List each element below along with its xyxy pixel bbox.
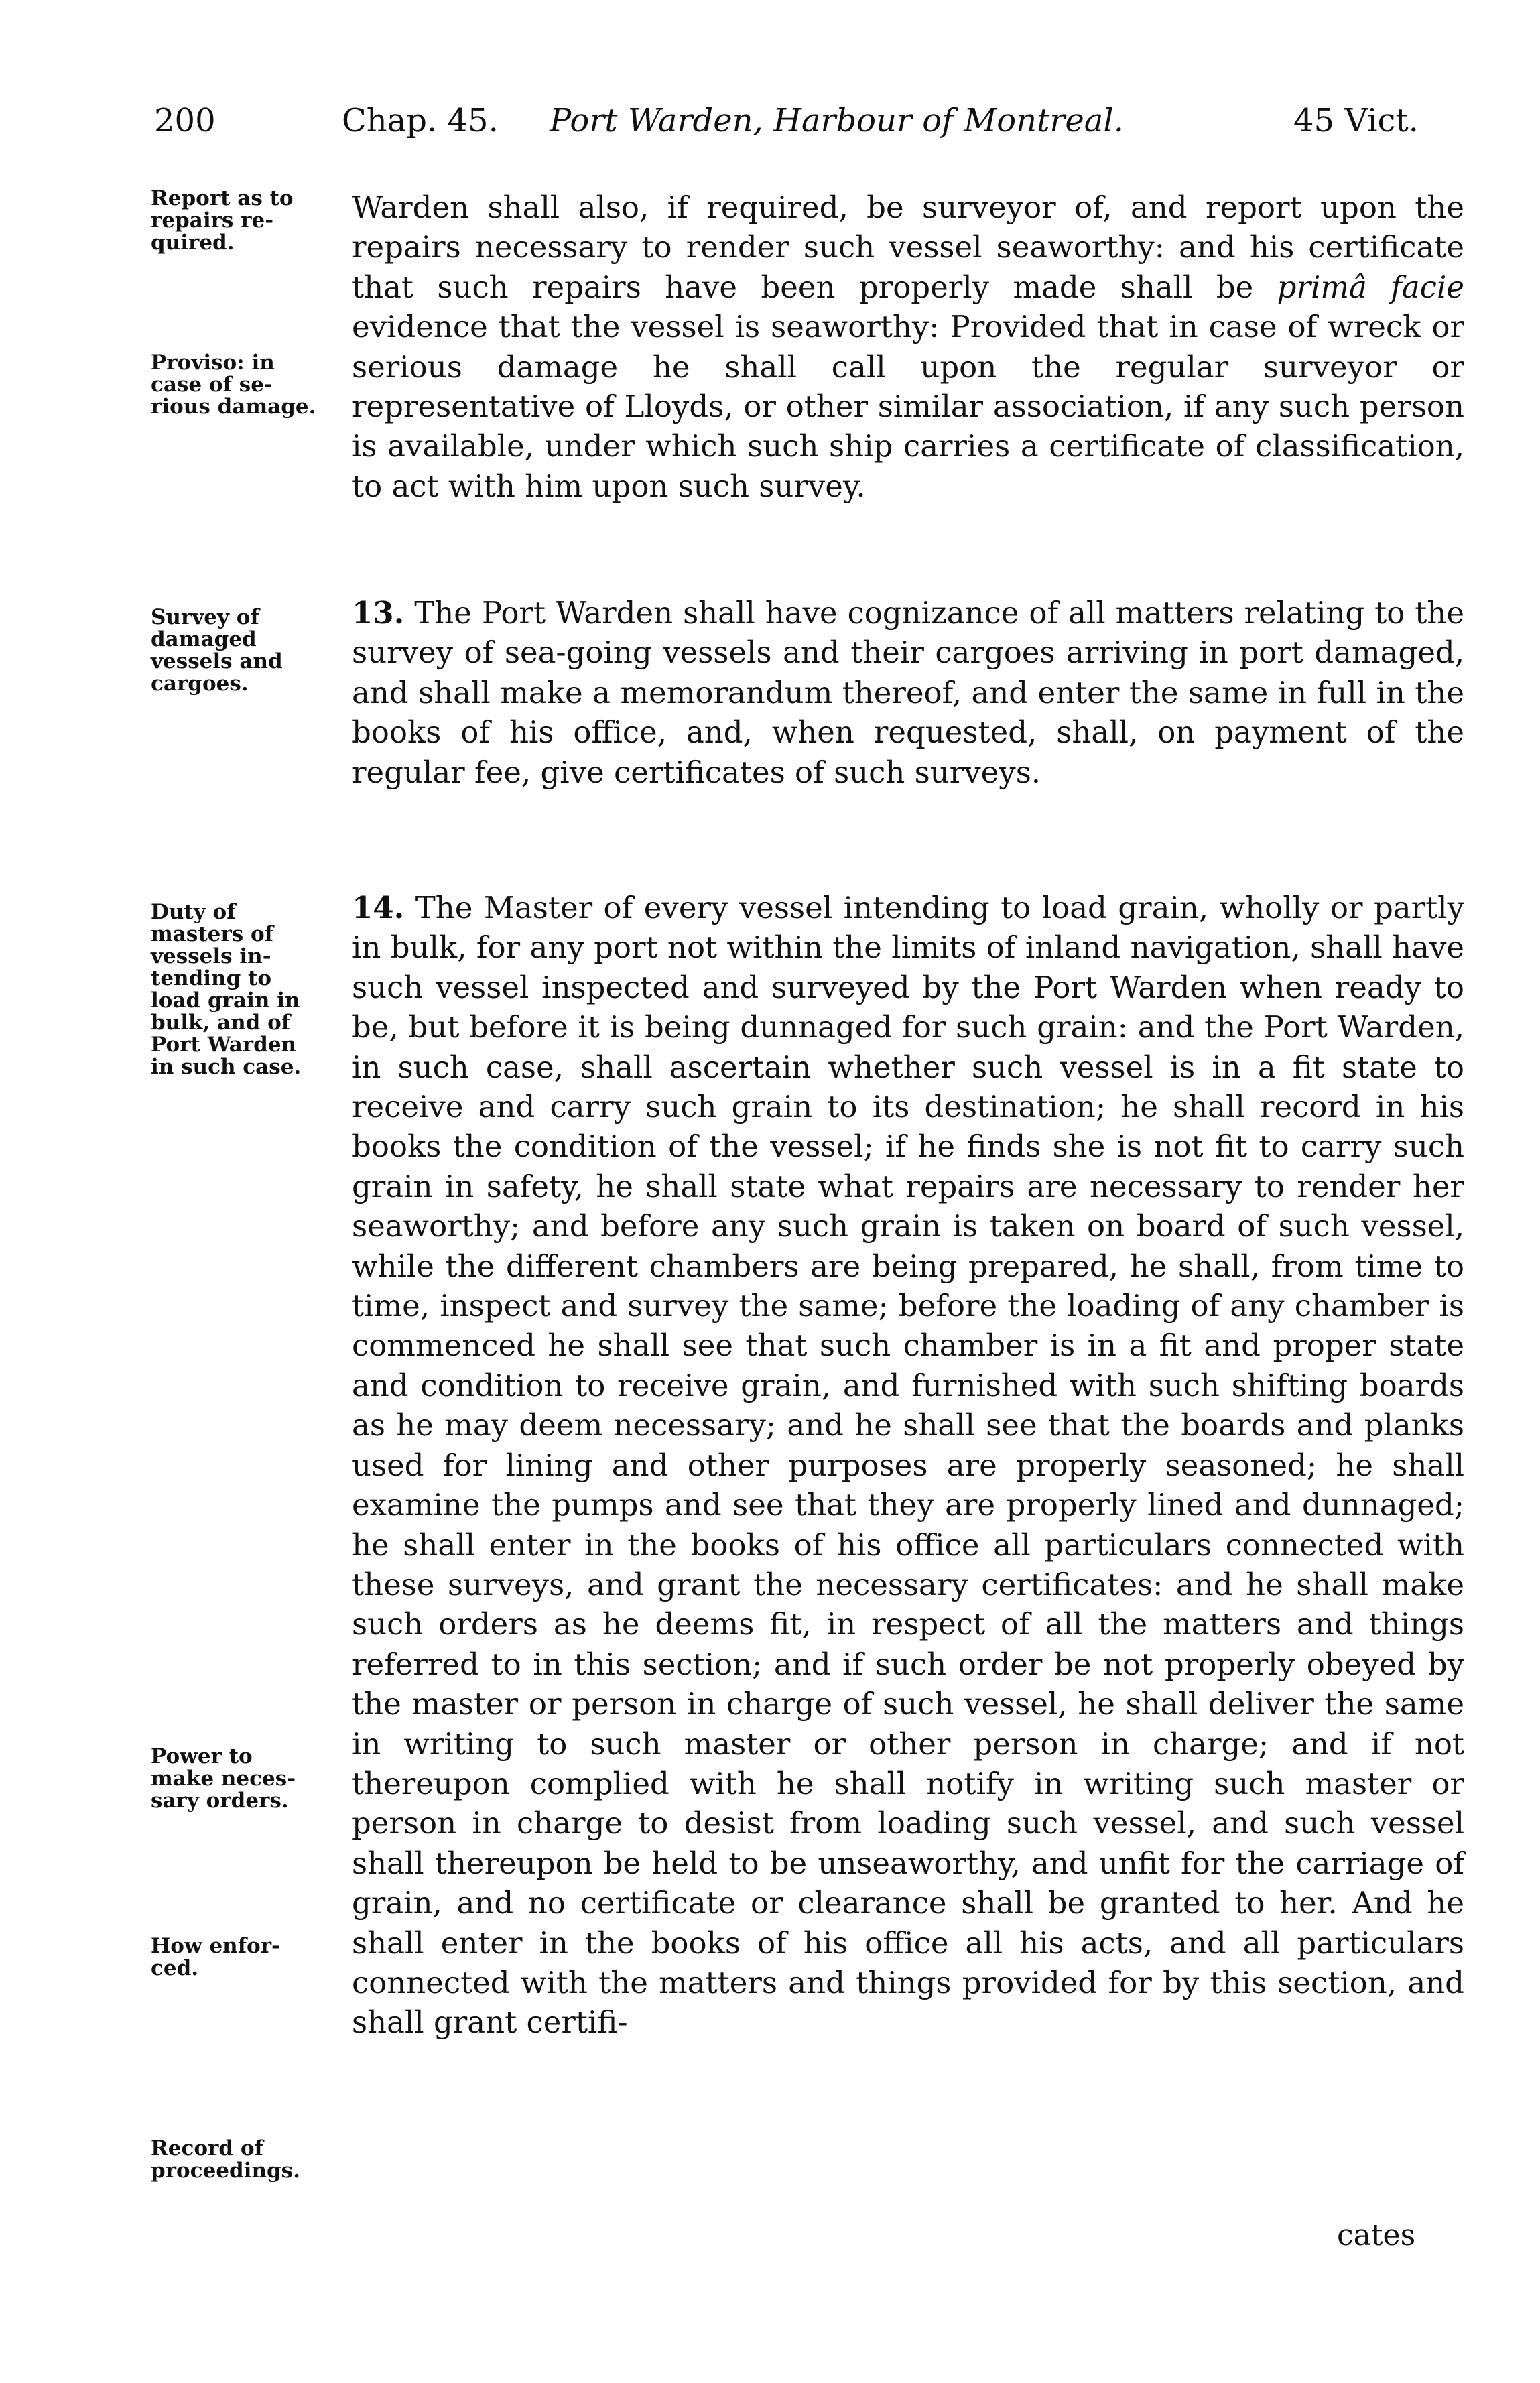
margin-note-power-orders bbox=[151, 1746, 332, 1812]
page-number: 200 bbox=[154, 102, 216, 139]
margin-line: load grain in bbox=[151, 988, 300, 1013]
body-text: Warden shall also, if required, be surveyor of, and report upon the repairs necessary to render such vessel seaworthy: and his certificate that such repairs have been properly made shall be bbox=[352, 190, 1464, 305]
margin-line: sary orders. bbox=[151, 1789, 289, 1813]
margin-line: Port Warden bbox=[151, 1033, 297, 1057]
margin-note-how-enforced bbox=[151, 1935, 332, 1980]
margin-line: damaged bbox=[151, 627, 257, 651]
margin-line: Survey of bbox=[151, 605, 259, 629]
margin-line: in such case. bbox=[151, 1055, 302, 1079]
running-title: Port Warden, Harbour of Montreal. bbox=[550, 102, 1124, 139]
margin-line: quired. bbox=[151, 231, 235, 255]
margin-line: rious damage. bbox=[151, 395, 316, 419]
margin-line: Report as to bbox=[151, 186, 294, 210]
margin-line: Power to bbox=[151, 1744, 253, 1768]
section-number: 13. bbox=[352, 595, 405, 631]
section-14 bbox=[352, 888, 1464, 2043]
margin-note-report-repairs bbox=[151, 188, 332, 254]
body-text: The Port Warden shall have cognizance of all matters relating to the survey of sea-going vessels and their cargoes arriving in port damaged, and shall make a memorandum thereof, and enter the same in full in the books of his office, and, when requested, shall, on payment of the regular fee, give certificates of such surveys. bbox=[352, 595, 1464, 790]
body-text: evidence that the vessel is seaworthy: Provided that in case of wreck or serious damage he shall call upon the regular surveyor or representative of Lloyds, or other similar association, if any such person is available, under which such ship carries a certificate of classification, to act with him upon such survey. bbox=[352, 309, 1464, 504]
margin-line: ced. bbox=[151, 1956, 199, 1980]
margin-line: Proviso: in bbox=[151, 350, 275, 375]
margin-note-duty-masters bbox=[151, 901, 332, 1078]
regnal-year: 45 Vict. bbox=[1293, 102, 1419, 139]
catchword: cates bbox=[1337, 2218, 1416, 2252]
margin-line: repairs re- bbox=[151, 208, 274, 233]
section-13 bbox=[352, 593, 1464, 792]
chapter-label: Chap. 45. bbox=[342, 102, 499, 139]
section-number: 14. bbox=[352, 890, 405, 925]
margin-line: bulk, and of bbox=[151, 1011, 291, 1035]
margin-line: Record of bbox=[151, 2136, 263, 2161]
margin-line: make neces- bbox=[151, 1766, 296, 1791]
paragraph-report-repairs bbox=[352, 188, 1464, 506]
margin-note-survey-damaged bbox=[151, 606, 332, 695]
margin-line: masters of bbox=[151, 922, 273, 946]
italic-phrase: primâ facie bbox=[1277, 269, 1464, 305]
body-text: The Master of every vessel intending to load grain, wholly or partly in bulk, for any port not within the limits of inland navigation, shall have such vessel inspected and surveyed by the Port Warden when ready to be, but before it is being dunnaged for such grain: and the Port Warden, in such case, shall ascertain whether such vessel is in a fit state to receive and carry such grain to its destination; he shall record in his books the condition of the vessel; if he finds she is not fit to carry such grain in safety, he shall state what repairs are necessary to render her seaworthy; and before any such grain is taken on board of such vessel, while the different chambers are being prepared, he shall, from time to time, inspect and survey the same; before the loading of any chamber is commenced he shall see that such chamber is in a fit and proper state and condition to receive grain, and furnished with such shifting boards as he may deem necessary; and he shall see that the boards and planks used for lining and other purposes are properly seasoned; he shall examine the pumps and see that they are properly lined and dunnaged; he shall enter in the books of his office all particulars connected with these surveys, and grant the necessary certificates: and he shall make such orders as he deems fit, in respect of all the matters and things referred to in this section; and if such order be not properly obeyed by the master or person in charge of such vessel, he shall deliver the same in writing to such master or other person in charge; and if not thereupon complied with he shall notify in writing such master or person in charge to desist from loading such vessel, and such vessel shall thereupon be held to be unseaworthy, and unfit for the carriage of grain, and no certificate or clearance shall be granted to her. And he shall enter in the books of his office all his acts, and all particulars connected with the matters and things provided for by this section, and shall grant certifi- bbox=[352, 890, 1464, 2041]
margin-line: cargoes. bbox=[151, 671, 249, 696]
margin-note-proviso bbox=[151, 352, 332, 418]
margin-line: tending to bbox=[151, 966, 272, 990]
margin-line: vessels in- bbox=[151, 944, 271, 968]
running-header bbox=[0, 101, 1540, 154]
margin-line: vessels and bbox=[151, 649, 283, 673]
margin-line: proceedings. bbox=[151, 2159, 300, 2183]
margin-note-record-proceedings bbox=[151, 2138, 332, 2182]
margin-line: case of se- bbox=[151, 373, 273, 397]
margin-line: Duty of bbox=[151, 900, 236, 924]
margin-line: How enfor- bbox=[151, 1934, 280, 1958]
